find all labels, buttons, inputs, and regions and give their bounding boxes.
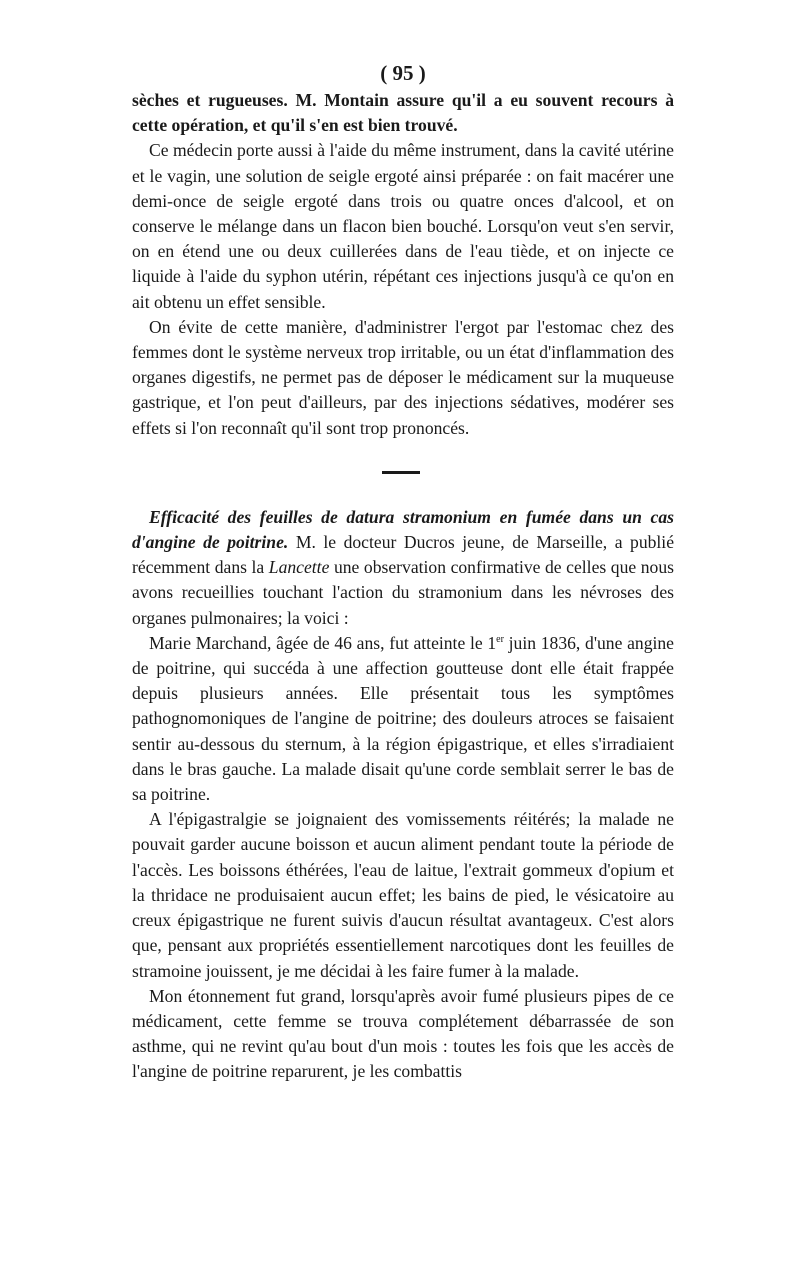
section-heading: Efficacité des feuilles de datura stramonium en fumée dans un cas d'angine de poitrine. bbox=[132, 506, 674, 553]
intro-text-after: une observation confirmative de celles que nous avons recueillies touchant l'action du stramonium dans les névroses des organes pulmonaires; la voici : bbox=[132, 557, 674, 628]
paragraph-continuation: sèches et rugueuses. M. Montain assure qu'il a eu souvent recours à cette opération, et qu'il s'en est bien trouvé. bbox=[132, 90, 674, 136]
paragraph-case-report bbox=[132, 631, 674, 807]
paragraph-stramonium-intro bbox=[132, 505, 674, 631]
paragraph-etonnement: Mon étonnement fut grand, lorsqu'après avoir fumé plusieurs pipes de ce médicament, cette femme se trouva complétement débarrassée de son asthme, qui ne revint qu'au bout d'un mois : toutes les fois que les accès de l'angine de poitrine reparurent, je les combattis bbox=[132, 985, 674, 1082]
journal-name: Lancette bbox=[268, 557, 330, 578]
paragraph-epigastralgie: A l'épigastralgie se joignaient des vomissements réitérés; la malade ne pouvait garder aucune boisson et aucun aliment pendant toute la période de l'accès. Les boissons éthérées, l'eau de laitue, l'extrait gommeux d'opium et la thridace ne produisaient aucun effet; les bains de pied, le vésicatoire au creux épigastrique ne furent suivis d'aucun résultat avantageux. C'est alors que, pensant aux propriétés essentiellement narcotiques dont les feuilles de stramoine jouissent, je me décidai à les faire fumer à la malade. bbox=[132, 809, 674, 981]
separator-rule bbox=[382, 471, 420, 474]
page-number: ( 95 ) bbox=[380, 61, 426, 85]
case-text-before: Marie Marchand, âgée de 46 ans, fut atteinte le 1 bbox=[149, 632, 497, 653]
intro-text-before: M. le docteur Ducros jeune, de Marseille, a publié récemment dans la bbox=[132, 532, 675, 578]
case-text-after: juin 1836, d'une angine de poitrine, qui succéda à une affection goutteuse dont elle était frappée depuis plusieurs années. Elle présentait tous les symptômes pathognomoniques de l'angine de poitrine; des douleurs atroces se faisaient sentir au-dessous du sternum, à la région épigastrique, et elles s'irradiaient dans le bras gauche. La malade disait qu'une corde semblait serrer le bas de sa poitrine. bbox=[132, 632, 674, 805]
book-page bbox=[132, 58, 674, 1085]
paragraph-solution-seigle: Ce médecin porte aussi à l'aide du même instrument, dans la cavité utérine et le vagin, une solution de seigle ergoté ainsi préparée : on fait macérer une demi-once de seigle ergoté dans trois ou quatre onces d'alcool, et on conserve le mélange dans un flacon bien bouché. Lorsqu'on veut s'en servir, on en étend une ou deux cuillerées dans de l'eau tiède, et on injecte ce liquide à l'aide du syphon utérin, répétant ces injections jusqu'à ce qu'on en ait obtenu un effet sensible. bbox=[132, 140, 674, 312]
paragraph-administration: On évite de cette manière, d'administrer l'ergot par l'estomac chez des femmes dont le système nerveux trop irritable, ou un état d'inflammation des organes digestifs, ne permet pas de déposer le médicament sur la muqueuse gastrique, et l'on peut d'ailleurs, par des injections sédatives, modérer ses effets si l'on reconnaît qu'il sont trop prononcés. bbox=[132, 316, 674, 438]
section-separator bbox=[132, 441, 674, 505]
case-superscript: er bbox=[496, 634, 504, 645]
